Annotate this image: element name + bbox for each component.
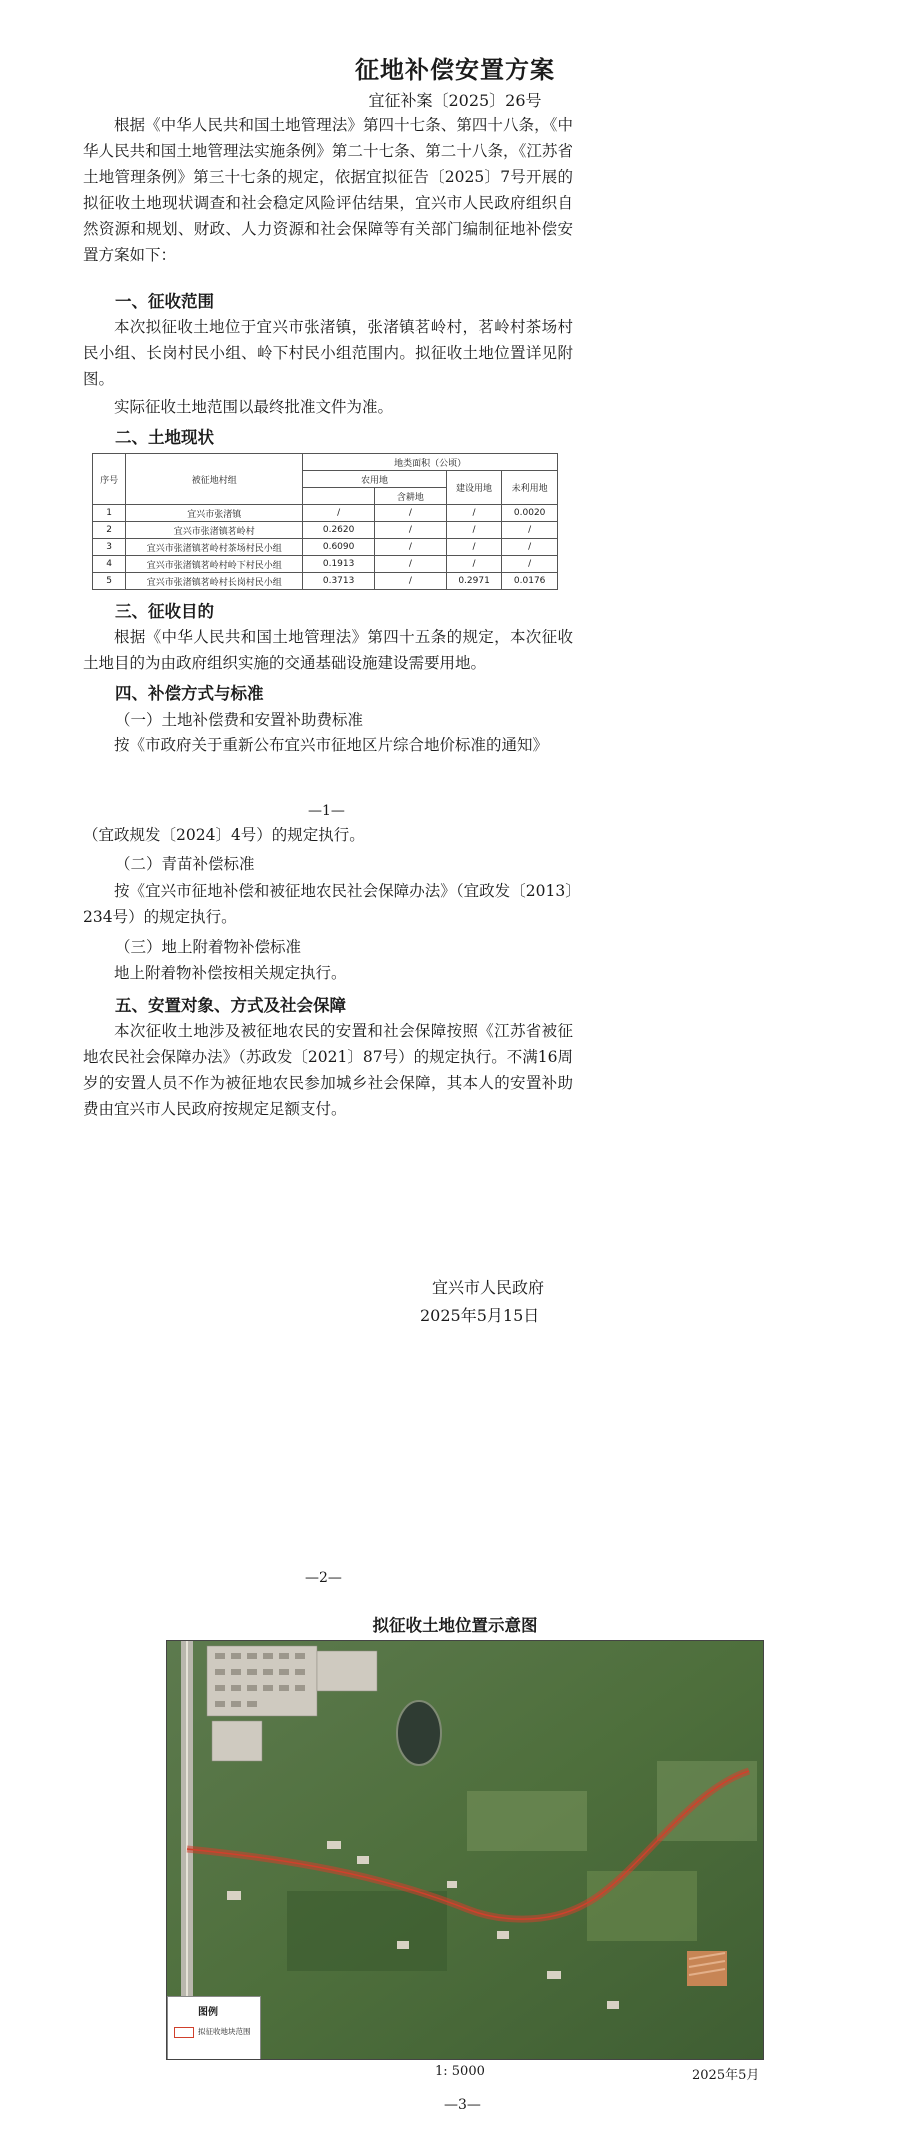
cell-arable: / — [375, 539, 447, 556]
cell-unused: / — [502, 522, 558, 539]
cell-unit: 宜兴市张渚镇茗岭村 — [126, 522, 303, 539]
header-area: 地类面积（公顷） — [303, 454, 558, 471]
cell-no: 3 — [93, 539, 126, 556]
legend-swatch — [174, 2027, 194, 2038]
section-4-sub3-paragraph: 地上附着物补偿按相关规定执行。 — [114, 964, 347, 982]
section-4-heading: 四、补偿方式与标准 — [115, 684, 264, 703]
legend-title: 图例 — [198, 2007, 218, 2018]
header-arable: 含耕地 — [375, 488, 447, 505]
cell-unit: 宜兴市张渚镇茗岭村长岗村民小组 — [126, 573, 303, 590]
section-3-paragraph: 根据《中华人民共和国土地管理法》第四十五条的规定，本次征收土地目的为由政府组织实施的交通基础设施建设需要用地。 — [83, 628, 573, 672]
land-status-table — [92, 453, 558, 590]
header-unit: 被征地村组 — [126, 454, 303, 505]
cell-arable: / — [375, 556, 447, 573]
section-4-sub2-heading: （二）青苗补偿标准 — [115, 855, 255, 873]
cell-farm: 0.3713 — [303, 573, 375, 590]
section-5-paragraph: 本次征收土地涉及被征地农民的安置和社会保障按照《江苏省被征地农民社会保障办法》（苏政发〔2021〕87号）的规定执行。不满16周岁的安置人员不作为被征地农民参加城乡社会保障，其本人的安置补助费由宜兴市人民政府按规定足额支付。 — [83, 1022, 573, 1118]
cell-unit: 宜兴市张渚镇茗岭村岭下村民小组 — [126, 556, 303, 573]
section-1-paragraph: 本次拟征收土地位于宜兴市张渚镇，张渚镇茗岭村，茗岭村茶场村民小组、长岗村民小组、岭下村民小组范围内。拟征收土地位置详见附图。 — [83, 318, 573, 388]
page-number-2: —2— — [305, 1570, 342, 1586]
header-no: 序号 — [93, 454, 126, 505]
map-legend — [167, 1996, 261, 2060]
section-4-sub1-heading: （一）土地补偿费和安置补助费标准 — [115, 711, 364, 729]
cell-build: / — [446, 556, 502, 573]
cell-no: 5 — [93, 573, 126, 590]
header-farm: 农用地 — [303, 471, 447, 488]
cell-farm: / — [303, 505, 375, 522]
location-map — [166, 1640, 764, 2060]
table-row — [93, 556, 558, 573]
cell-arable: / — [375, 573, 447, 590]
map-date: 2025年5月 — [692, 2068, 760, 2083]
cell-unit: 宜兴市张渚镇茗岭村茶场村民小组 — [126, 539, 303, 556]
header-farm-blank — [303, 488, 375, 505]
table-row — [93, 505, 558, 522]
header-unused: 未利用地 — [502, 471, 558, 505]
section-4-sub1-continuation: （宜政规发〔2024〕4号）的规定执行。 — [83, 826, 365, 844]
cell-no: 4 — [93, 556, 126, 573]
cell-unused: / — [502, 556, 558, 573]
section-5-heading: 五、安置对象、方式及社会保障 — [115, 996, 346, 1015]
table-row — [93, 522, 558, 539]
cell-no: 1 — [93, 505, 126, 522]
section-1-heading: 一、征收范围 — [115, 292, 214, 311]
section-4-sub1-paragraph: 按《市政府关于重新公布宜兴市征地区片综合地价标准的通知》 — [114, 736, 549, 754]
signature-organization: 宜兴市人民政府 — [432, 1278, 545, 1297]
construction-site — [687, 1951, 727, 1986]
cell-farm: 0.2620 — [303, 522, 375, 539]
map-scale: 1: 5000 — [435, 2064, 485, 2079]
section-3-heading: 三、征收目的 — [115, 602, 214, 621]
table-row — [93, 573, 558, 590]
section-4-sub3-heading: （三）地上附着物补偿标准 — [115, 938, 302, 956]
cell-no: 2 — [93, 522, 126, 539]
header-build: 建设用地 — [446, 471, 502, 505]
page-number-3: —3— — [444, 2097, 481, 2113]
intro-paragraph: 根据《中华人民共和国土地管理法》第四十七条、第四十八条，《中华人民共和国土地管理法实施条例》第二十七条、第二十八条，《江苏省土地管理条例》第三十七条的规定，依据宜拟征告〔2025〕7号开展的拟征收土地现状调查和社会稳定风险评估结果，宜兴市人民政府组织自然资源和规划、财政、人力资源和社会保障等有关部门编制征地补偿安置方案如下： — [83, 116, 573, 264]
section-4-sub2-paragraph: 按《宜兴市征地补偿和被征地农民社会保障办法》（宜政发〔2013〕234号）的规定执行。 — [83, 882, 573, 926]
cell-unit: 宜兴市张渚镇 — [126, 505, 303, 522]
map-title: 拟征收土地位置示意图 — [372, 1616, 538, 1635]
cell-farm: 0.6090 — [303, 539, 375, 556]
cell-unused: 0.0020 — [502, 505, 558, 522]
cell-farm: 0.1913 — [303, 556, 375, 573]
cell-build: / — [446, 539, 502, 556]
signature-date: 2025年5月15日 — [420, 1306, 540, 1325]
cell-build: 0.2971 — [446, 573, 502, 590]
cell-arable: / — [375, 522, 447, 539]
cell-build: / — [446, 522, 502, 539]
cell-unused: 0.0176 — [502, 573, 558, 590]
section-1-note: 实际征收土地范围以最终批准文件为准。 — [114, 398, 394, 416]
cell-unused: / — [502, 539, 558, 556]
legend-label: 拟征收地块范围 — [198, 2027, 251, 2036]
table-row — [93, 539, 558, 556]
section-2-heading: 二、土地现状 — [115, 428, 214, 447]
cell-arable: / — [375, 505, 447, 522]
document-title: 征地补偿安置方案 — [355, 55, 555, 84]
document-number: 宜征补案〔2025〕26号 — [368, 91, 542, 110]
pond — [397, 1701, 441, 1765]
cell-build: / — [446, 505, 502, 522]
page-number-1: —1— — [308, 803, 345, 819]
